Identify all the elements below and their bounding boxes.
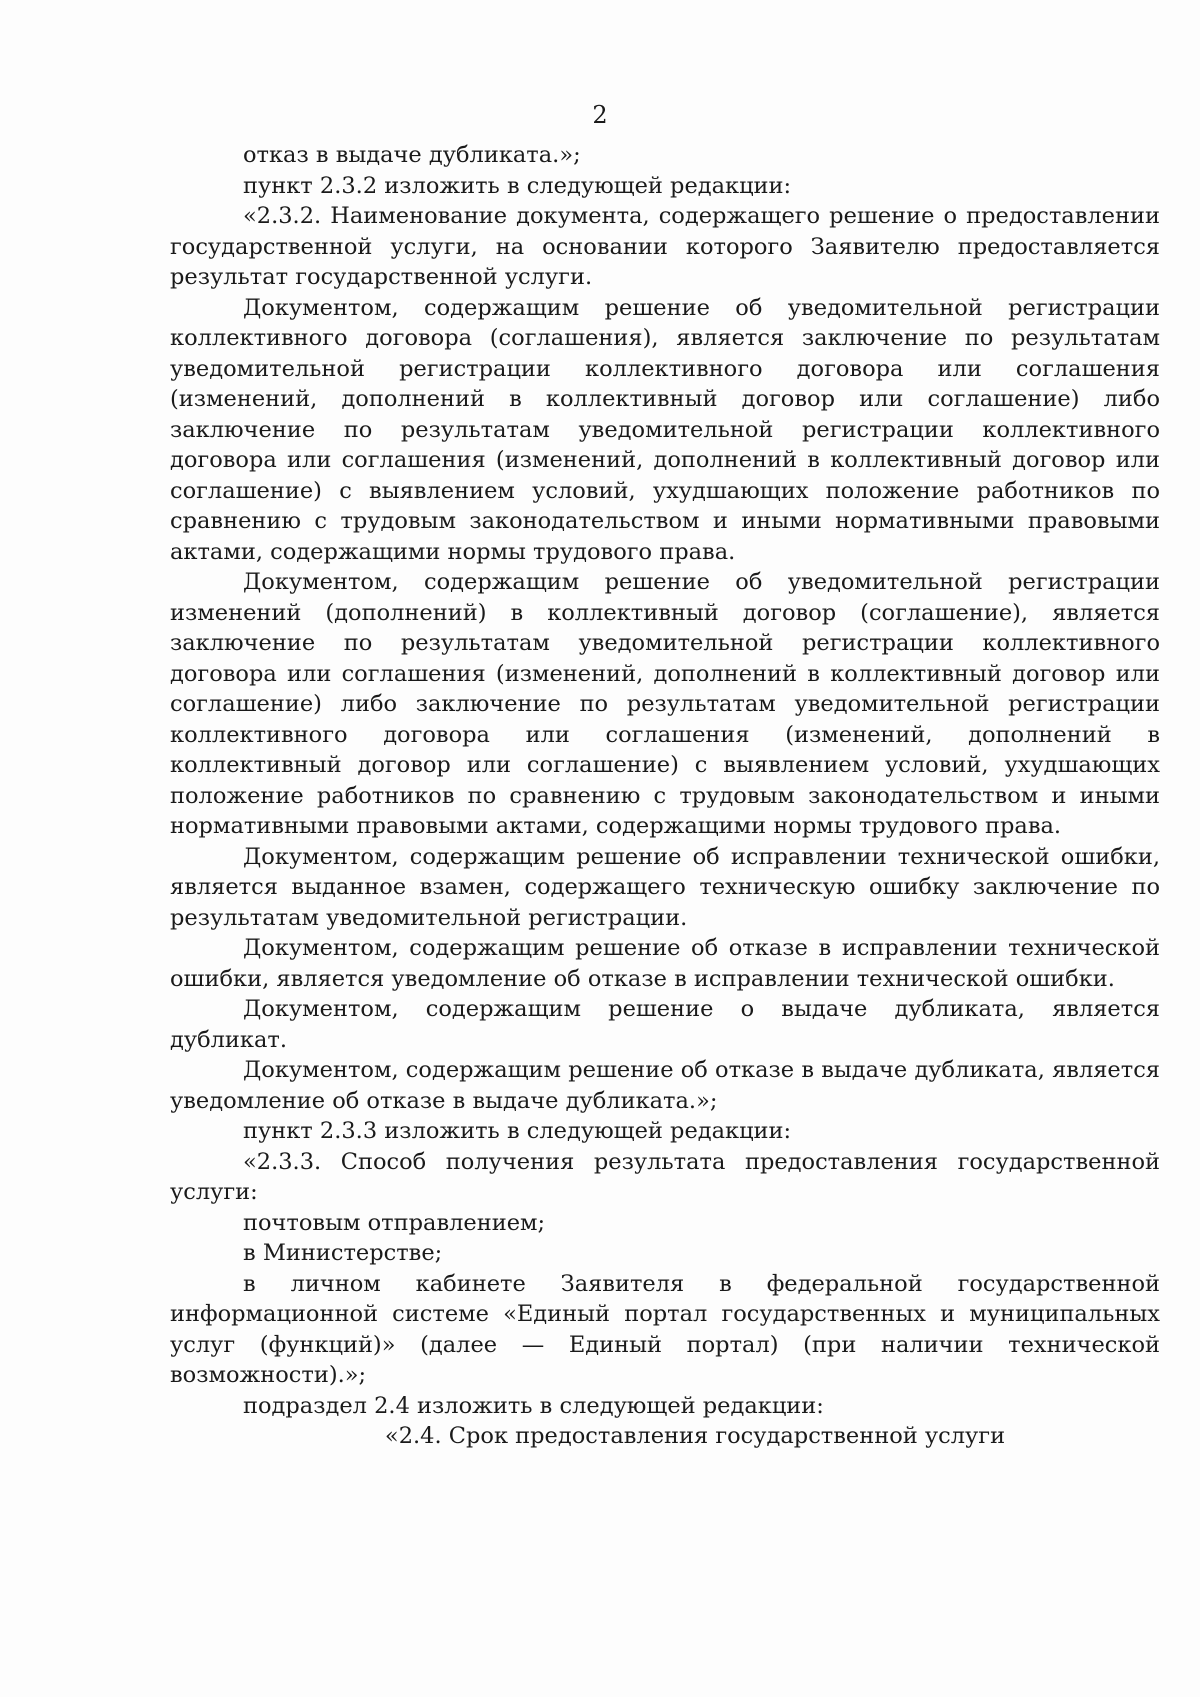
paragraph-changes-registration-document: Документом, содержащим решение об уведомительной регистрации изменений (дополнений) в коллективный договор (соглашение), является заключение по результатам уведомительной регистрации коллективного договора или соглашения (изменений, дополнений в коллективный договор или соглашение) либо заключение по результатам уведомительной регистрации коллективного договора или соглашения (изменений, дополнений в коллективный договор или соглашение) с выявлением условий, ухудшающих положение работников по сравнению с трудовым законодательством и иными нормативными правовыми актами, содержащими нормы трудового права.	[170, 569, 1160, 839]
paragraph-registration-document: Документом, содержащим решение об уведомительной регистрации коллективного договора (соглашения), является заключение по результатам уведомительной регистрации коллективного договора или соглашения (изменений, дополнений в коллективный договор или соглашение) либо заключение по результатам уведомительной регистрации коллективного договора или соглашения (изменений, дополнений в коллективный договор или соглашение) с выявлением условий, ухудшающих положение работников по сравнению с трудовым законодательством и иными нормативными правовыми актами, содержащими нормы трудового права.	[170, 294, 1160, 565]
paragraph-item-2-3-2: «2.3.2. Наименование документа, содержащего решение о предоставлении государственной услуги, на основании которого Заявителю предоставляется результат государственной услуги.	[170, 203, 1160, 290]
paragraph-error-correction-refusal: Документом, содержащим решение об отказе в исправлении технической ошибки, является уведомление об отказе в исправлении технической ошибки.	[170, 935, 1160, 992]
paragraph-personal-account: в личном кабинете Заявителя в федеральной государственной информационной системе «Единый портал государственных и муниципальных услуг (функций)» (далее — Единый портал) (при наличии технической возможности).»;	[170, 1270, 1160, 1388]
section-heading-2-4: «2.4. Срок предоставления государственной услуги	[384, 1423, 1006, 1449]
paragraph-error-correction: Документом, содержащим решение об исправлении технической ошибки, является выданное взамен, содержащего техническую ошибку заключение по результатам уведомительной регистрации.	[170, 843, 1160, 931]
paragraph-item-2-3-2-intro: пункт 2.3.2 изложить в следующей редакции:	[243, 172, 792, 199]
document-body	[170, 140, 1160, 1452]
paragraph-duplicate-refusal-notice: Документом, содержащим решение об отказе в выдаче дубликата, является уведомление об отказе в выдаче дубликата.»;	[170, 1057, 1160, 1114]
paragraph-duplicate-refusal: отказ в выдаче дубликата.»;	[243, 142, 581, 168]
paragraph-duplicate: Документом, содержащим решение о выдаче дубликата, является дубликат.	[170, 996, 1160, 1053]
paragraph-subsection-2-4-intro: подраздел 2.4 изложить в следующей редакции:	[243, 1392, 824, 1419]
paragraph-in-ministry: в Министерстве;	[243, 1240, 443, 1266]
paragraph-item-2-3-3-intro: пункт 2.3.3 изложить в следующей редакции:	[243, 1118, 792, 1144]
paragraph-item-2-3-3: «2.3.3. Способ получения результата предоставления государственной услуги:	[170, 1148, 1160, 1205]
paragraph-by-post: почтовым отправлением;	[243, 1209, 546, 1236]
page-number: 2	[592, 101, 608, 129]
